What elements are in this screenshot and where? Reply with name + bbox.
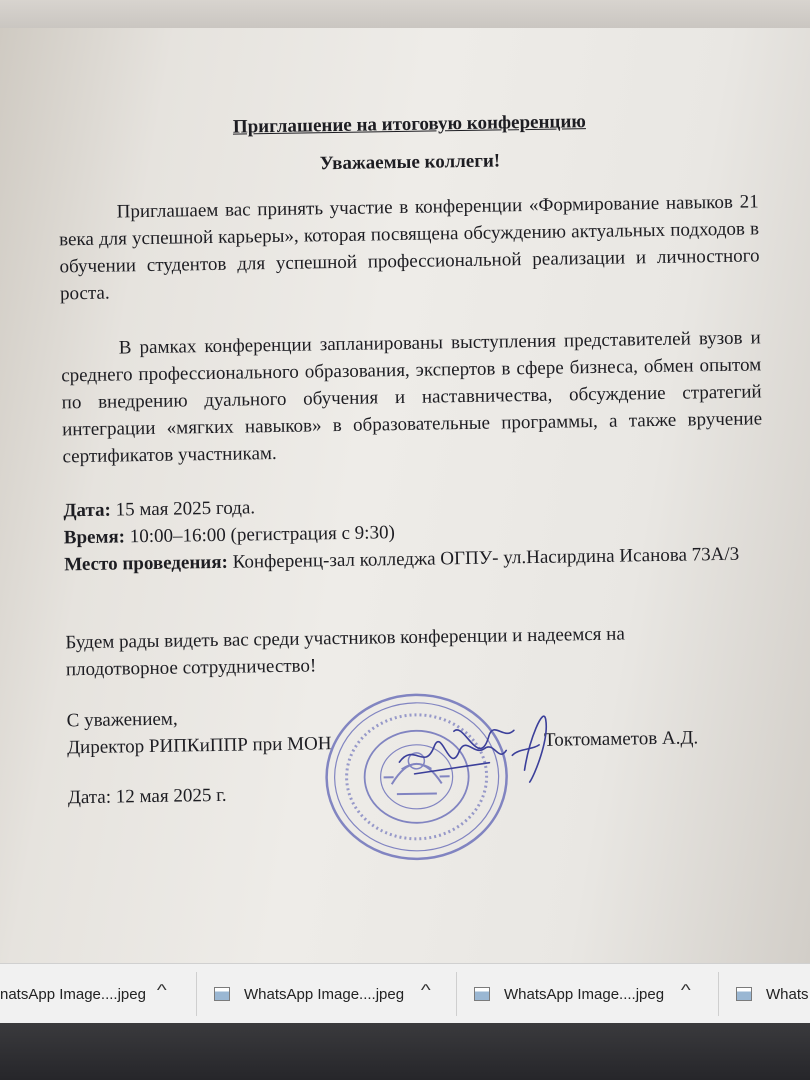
signature-icon — [393, 700, 564, 793]
download-label: Whats — [766, 985, 809, 1003]
download-label: WhatsApp Image....jpeg — [244, 985, 405, 1003]
date-value: 15 мая 2025 года. — [110, 497, 256, 521]
document-page — [18, 28, 810, 968]
time-value: 10:00–16:00 (регистрация с 9:30) — [124, 522, 395, 548]
document-viewport — [0, 28, 810, 968]
paragraph-intro: Приглашаем вас принять участие в конференции «Формирование навыков 21 века для успешной карьеры», которая посвящена обсуждению актуальных подходов в обучении студентов для успешной профессиональной реализации и личностного роста. — [58, 191, 760, 305]
place-label: Место проведения: — [64, 551, 229, 576]
place-value: Конференц-зал колледжа ОГПУ- ул.Насирдина Исанова 73А/3 — [227, 543, 740, 573]
taskbar-divider — [456, 972, 457, 1016]
download-label: WhatsApp Image....jpeg — [504, 985, 665, 1003]
chevron-up-icon[interactable]: ^ — [680, 982, 691, 999]
taskbar-divider — [196, 972, 197, 1016]
time-label: Время: — [63, 526, 126, 549]
image-file-icon — [736, 987, 752, 1001]
signer-name: Токтомаметов А.Д. — [543, 727, 699, 751]
taskbar — [0, 963, 810, 1024]
regards-text: С уважением, — [66, 708, 178, 732]
taskbar-download-1[interactable] — [0, 964, 195, 1024]
taskbar-download-2[interactable] — [214, 964, 454, 1024]
top-window-strip — [0, 0, 810, 30]
sign-date: Дата: 12 мая 2025 г. — [67, 784, 227, 809]
closing-text: Будем рады видеть вас среди участников конференции и надеемся на плодотворное сотрудничество! — [65, 623, 625, 681]
monitor-bezel — [0, 1023, 810, 1080]
document-title: Приглашение на итоговую конференцию — [232, 111, 587, 138]
taskbar-divider — [718, 972, 719, 1016]
taskbar-download-4[interactable] — [736, 964, 810, 1024]
taskbar-download-3[interactable] — [474, 964, 714, 1024]
greeting: Уважаемые коллеги! — [319, 150, 501, 175]
chevron-up-icon[interactable]: ^ — [420, 982, 431, 999]
date-label: Дата: — [63, 499, 112, 522]
image-file-icon — [214, 987, 230, 1001]
director-title: Директор РИПКиППР при МОН — [66, 733, 332, 759]
paragraph-program: В рамках конференции запланированы выступления представителей вузов и среднего профессионального образования, экспертов в сфере бизнеса, обмен опытом по внедрению дуального обучения и наставничества, обсуждение стратегий интеграции «мягких навыков» в образовательные программы, а также вручение сертификатов участникам. — [61, 327, 763, 468]
chevron-up-icon[interactable]: ^ — [156, 982, 167, 999]
download-label: natsApp Image....jpeg — [0, 985, 146, 1003]
image-file-icon — [474, 987, 490, 1001]
